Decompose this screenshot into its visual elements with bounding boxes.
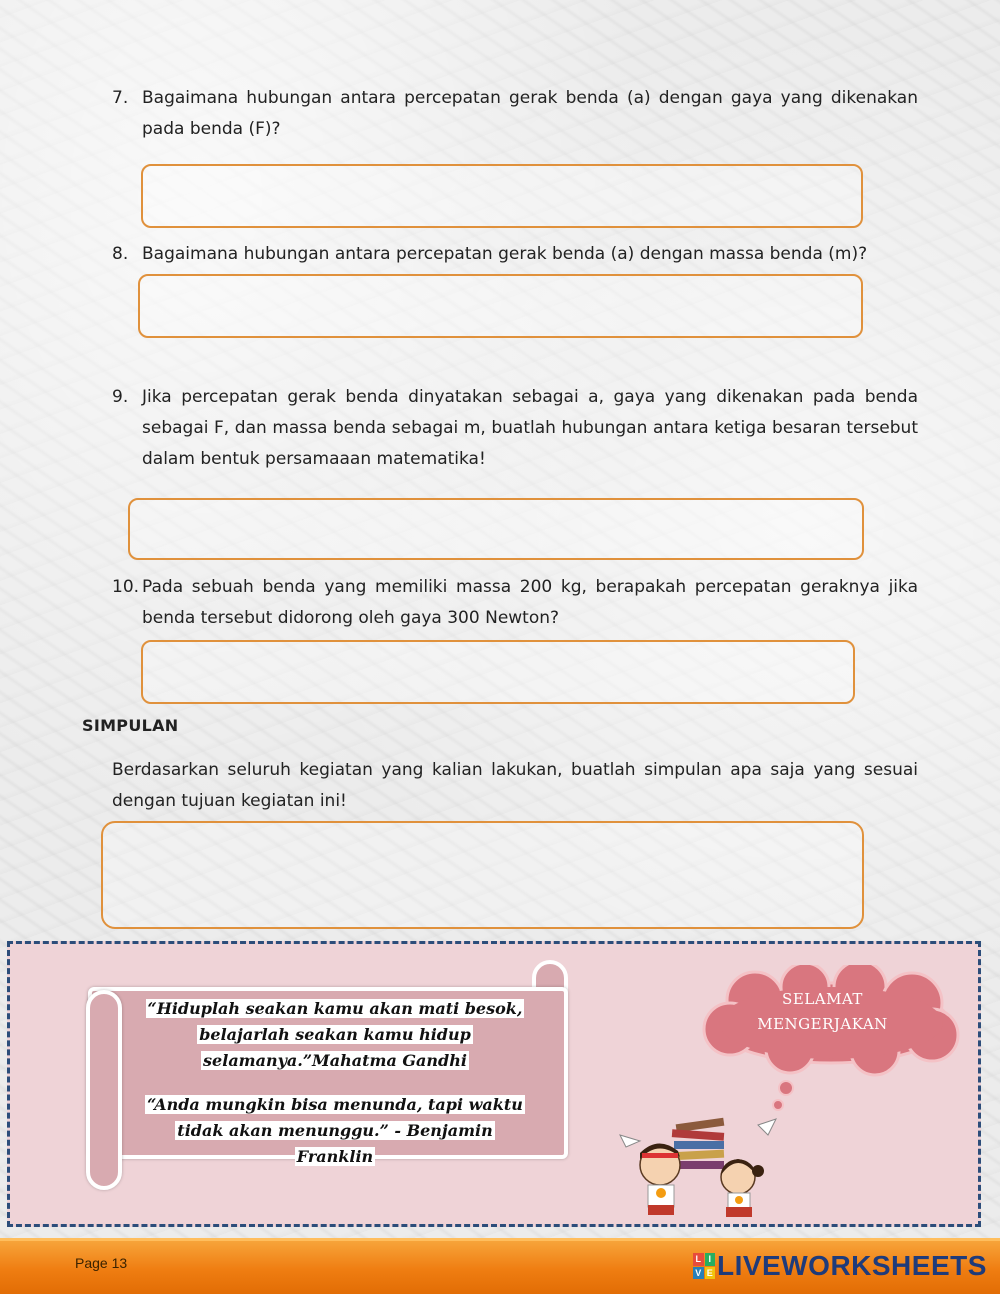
answer-box-conclusion[interactable] xyxy=(101,821,864,929)
question-text: Pada sebuah benda yang memiliki massa 200 kg, berapakah percepatan geraknya jika benda tersebut didorong oleh gaya 300 Newton? xyxy=(142,577,918,628)
question-text: Bagaimana hubungan antara percepatan gerak benda (a) dengan massa benda (m)? xyxy=(142,244,868,264)
question-text: Jika percepatan gerak benda dinyatakan sebagai a, gaya yang dikenakan pada benda sebagai F, dan massa benda sebagai m, buatlah hubungan antara ketiga besaran tersebut dalam bentuk persamaaan matematika! xyxy=(142,387,918,469)
quote-text: “Anda mungkin bisa menunda, tapi waktu tidak akan menunggu.” - Benjamin Franklin xyxy=(147,1095,523,1166)
cloud-bubble-icon xyxy=(768,1080,798,1120)
students-books-illustration-icon xyxy=(618,1115,778,1220)
brand-logo[interactable] xyxy=(693,1250,987,1282)
cloud-text xyxy=(700,987,945,1037)
brand-name: LIVEWORKSHEETS xyxy=(717,1250,987,1281)
quote-franklin xyxy=(138,1092,532,1170)
question-8 xyxy=(112,239,918,270)
answer-box-10[interactable] xyxy=(141,640,855,704)
question-number: 9. xyxy=(112,387,129,407)
page-number: Page 13 xyxy=(75,1255,128,1271)
question-10 xyxy=(112,572,918,634)
answer-box-9[interactable] xyxy=(128,498,864,560)
cloud-line-1: SELAMAT xyxy=(782,990,863,1008)
cloud-line-2: MENGERJAKAN xyxy=(757,1015,888,1033)
live-badge-icon: L I V E xyxy=(693,1253,715,1279)
answer-box-8[interactable] xyxy=(138,274,863,338)
question-number: 7. xyxy=(112,88,129,108)
answer-box-7[interactable] xyxy=(141,164,863,228)
question-text: Bagaimana hubungan antara percepatan gerak benda (a) dengan gaya yang dikenakan pada benda (F)? xyxy=(142,88,918,139)
question-9 xyxy=(112,382,918,475)
conclusion-prompt: Berdasarkan seluruh kegiatan yang kalian lakukan, buatlah simpulan apa saja yang sesuai dengan tujuan kegiatan ini! xyxy=(112,760,918,811)
question-7 xyxy=(112,83,918,145)
section-heading: SIMPULAN xyxy=(82,716,179,735)
quote-gandhi xyxy=(140,996,530,1074)
question-number: 8. xyxy=(112,244,129,264)
question-number: 10. xyxy=(112,577,140,597)
scroll-roll-left xyxy=(86,990,122,1190)
quote-text: “Hiduplah seakan kamu akan mati besok, belajarlah seakan kamu hidup selamanya.”Mahatma Gandhi xyxy=(147,999,523,1070)
